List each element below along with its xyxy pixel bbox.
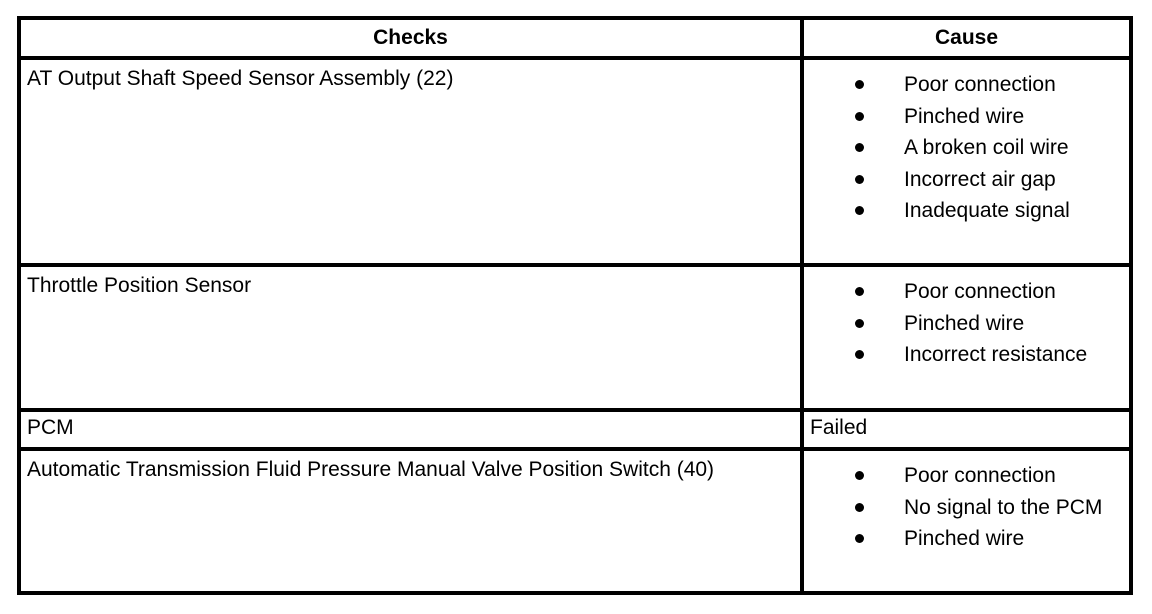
cause-list (810, 273, 1129, 371)
check-cell: PCM (19, 410, 802, 449)
bullet-icon (855, 471, 864, 480)
cause-text: Poor connection (904, 280, 1056, 303)
list-item (810, 523, 1129, 555)
cause-text: A broken coil wire (904, 136, 1069, 159)
cause-cell (802, 410, 1131, 449)
table-row (19, 449, 1131, 593)
bullet-icon (855, 112, 864, 121)
cause-header: Cause (802, 18, 1131, 58)
bullet-icon (855, 319, 864, 328)
cause-text: Pinched wire (904, 104, 1025, 128)
table-row (19, 58, 1131, 265)
bullet-icon (855, 534, 864, 543)
cause-text: Incorrect air gap (904, 167, 1056, 191)
list-item (810, 308, 1129, 340)
check-cell: Automatic Transmission Fluid Pressure Manual Valve Position Switch (40) (19, 449, 802, 593)
cause-cell (802, 449, 1131, 593)
cause-cell (802, 265, 1131, 410)
list-item (810, 101, 1129, 133)
bullet-icon (855, 206, 864, 215)
list-item (810, 339, 1129, 371)
cause-text: No signal to the PCM (904, 495, 1103, 519)
bullet-icon (855, 350, 864, 359)
table-row (19, 265, 1131, 410)
cause-text: Inadequate signal (904, 199, 1070, 222)
list-item (810, 132, 1129, 164)
list-item (810, 276, 1129, 308)
list-item (810, 460, 1129, 492)
cause-text: Pinched wire (904, 527, 1025, 550)
cause-cell (802, 58, 1131, 265)
cause-text: Poor connection (904, 73, 1056, 96)
list-item (810, 195, 1129, 227)
check-cell: Throttle Position Sensor (19, 265, 802, 410)
bullet-icon (855, 175, 864, 184)
cause-list (810, 66, 1129, 227)
bullet-icon (855, 503, 864, 512)
bullet-icon (855, 80, 864, 89)
bullet-icon (855, 287, 864, 296)
list-item (810, 492, 1129, 524)
table-row (19, 410, 1131, 449)
list-item (810, 164, 1129, 196)
cause-list (810, 457, 1129, 555)
cause-text: Pinched wire (904, 311, 1025, 335)
diagnostic-table (17, 16, 1133, 595)
list-item (810, 69, 1129, 101)
bullet-icon (855, 143, 864, 152)
header-row (19, 18, 1131, 58)
cause-text: Incorrect resistance (904, 343, 1088, 366)
cause-text: Poor connection (904, 464, 1056, 487)
checks-header: Checks (19, 18, 802, 58)
check-cell: AT Output Shaft Speed Sensor Assembly (22) (19, 58, 802, 265)
cause-text: Failed (810, 416, 868, 439)
